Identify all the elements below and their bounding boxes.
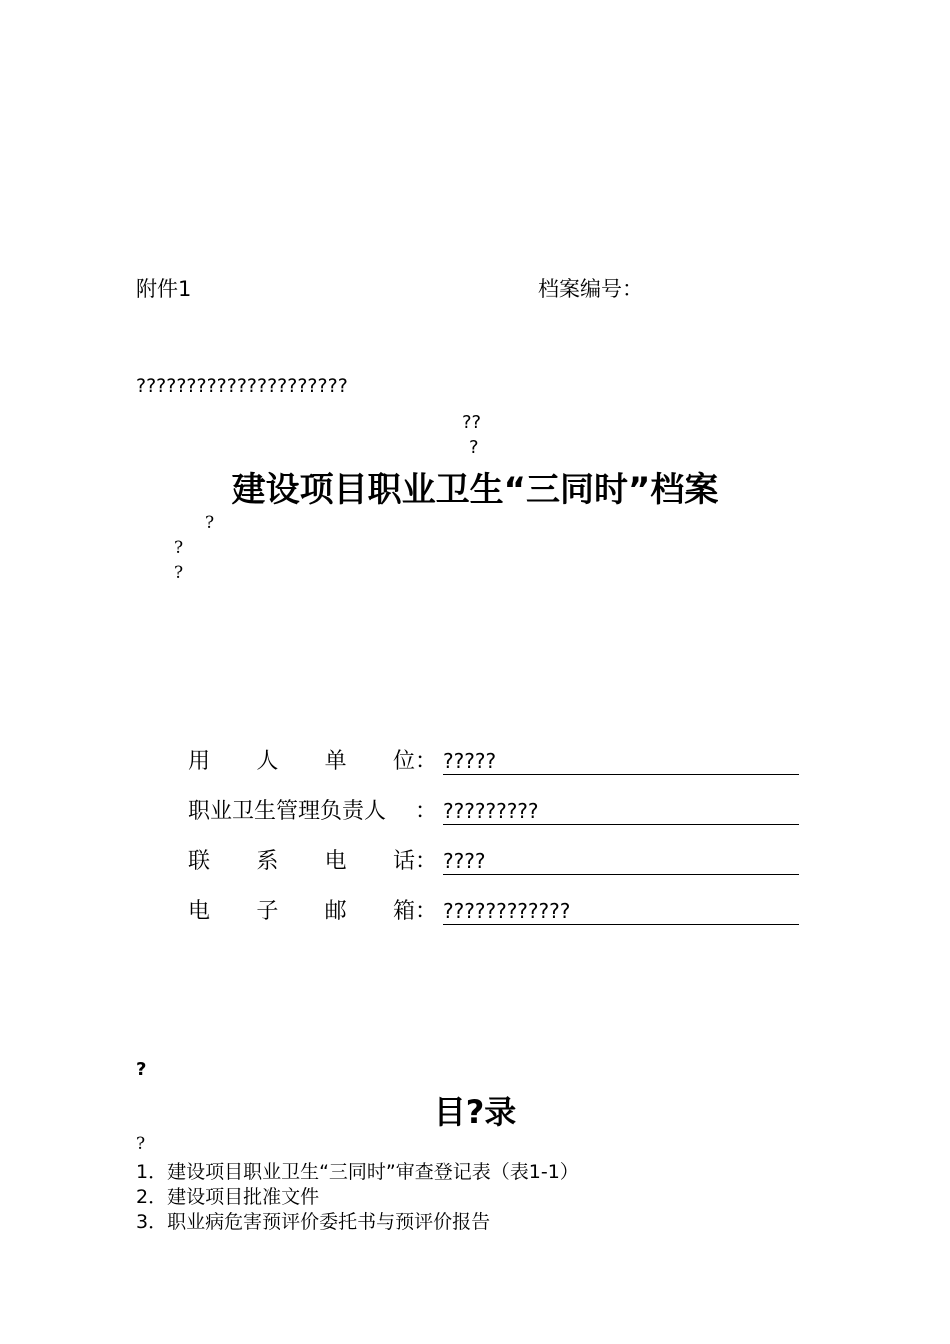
- archive-number-label: 档案编号：: [538, 277, 643, 301]
- toc-item: 3．职业病危害预评价委托书与预评价报告: [136, 1211, 491, 1233]
- attachment-label: 附件1: [136, 277, 192, 301]
- document-title: 建设项目职业卫生“三同时”档案: [231, 470, 719, 510]
- manager-value: ?????????: [443, 798, 799, 825]
- toc-item: 1．建设项目职业卫生“三同时”审查登记表（表1-1）: [136, 1161, 579, 1183]
- field-label: 联 系 电 话: [188, 849, 415, 874]
- placeholder-mark: ?: [136, 1059, 147, 1080]
- field-phone: [188, 845, 799, 875]
- placeholder-mark: ?: [205, 513, 215, 533]
- placeholder-mark: ?: [469, 437, 479, 458]
- placeholder-line: ?????????????????????: [136, 375, 348, 397]
- email-value: ????????????: [443, 898, 799, 925]
- placeholder-mark: ??: [462, 412, 482, 433]
- toc-title: 目?录: [433, 1093, 517, 1131]
- field-colon: ：: [415, 799, 438, 824]
- field-colon: ：: [415, 749, 438, 774]
- phone-value: ????: [443, 848, 799, 875]
- placeholder-mark: ?: [136, 1134, 146, 1154]
- toc-item: 2．建设项目批准文件: [136, 1186, 320, 1208]
- field-label: 电 子 邮 箱: [188, 899, 415, 924]
- field-email: [188, 895, 799, 925]
- field-colon: ：: [415, 899, 438, 924]
- field-label: 职业卫生管理负责人: [188, 799, 387, 824]
- field-employer: [188, 745, 799, 775]
- employer-value: ?????: [443, 748, 799, 775]
- placeholder-mark: ?: [174, 538, 184, 558]
- field-colon: ：: [415, 849, 438, 874]
- placeholder-mark: ?: [174, 563, 184, 583]
- field-label: 用 人 单 位: [188, 749, 415, 774]
- field-manager: [188, 795, 799, 825]
